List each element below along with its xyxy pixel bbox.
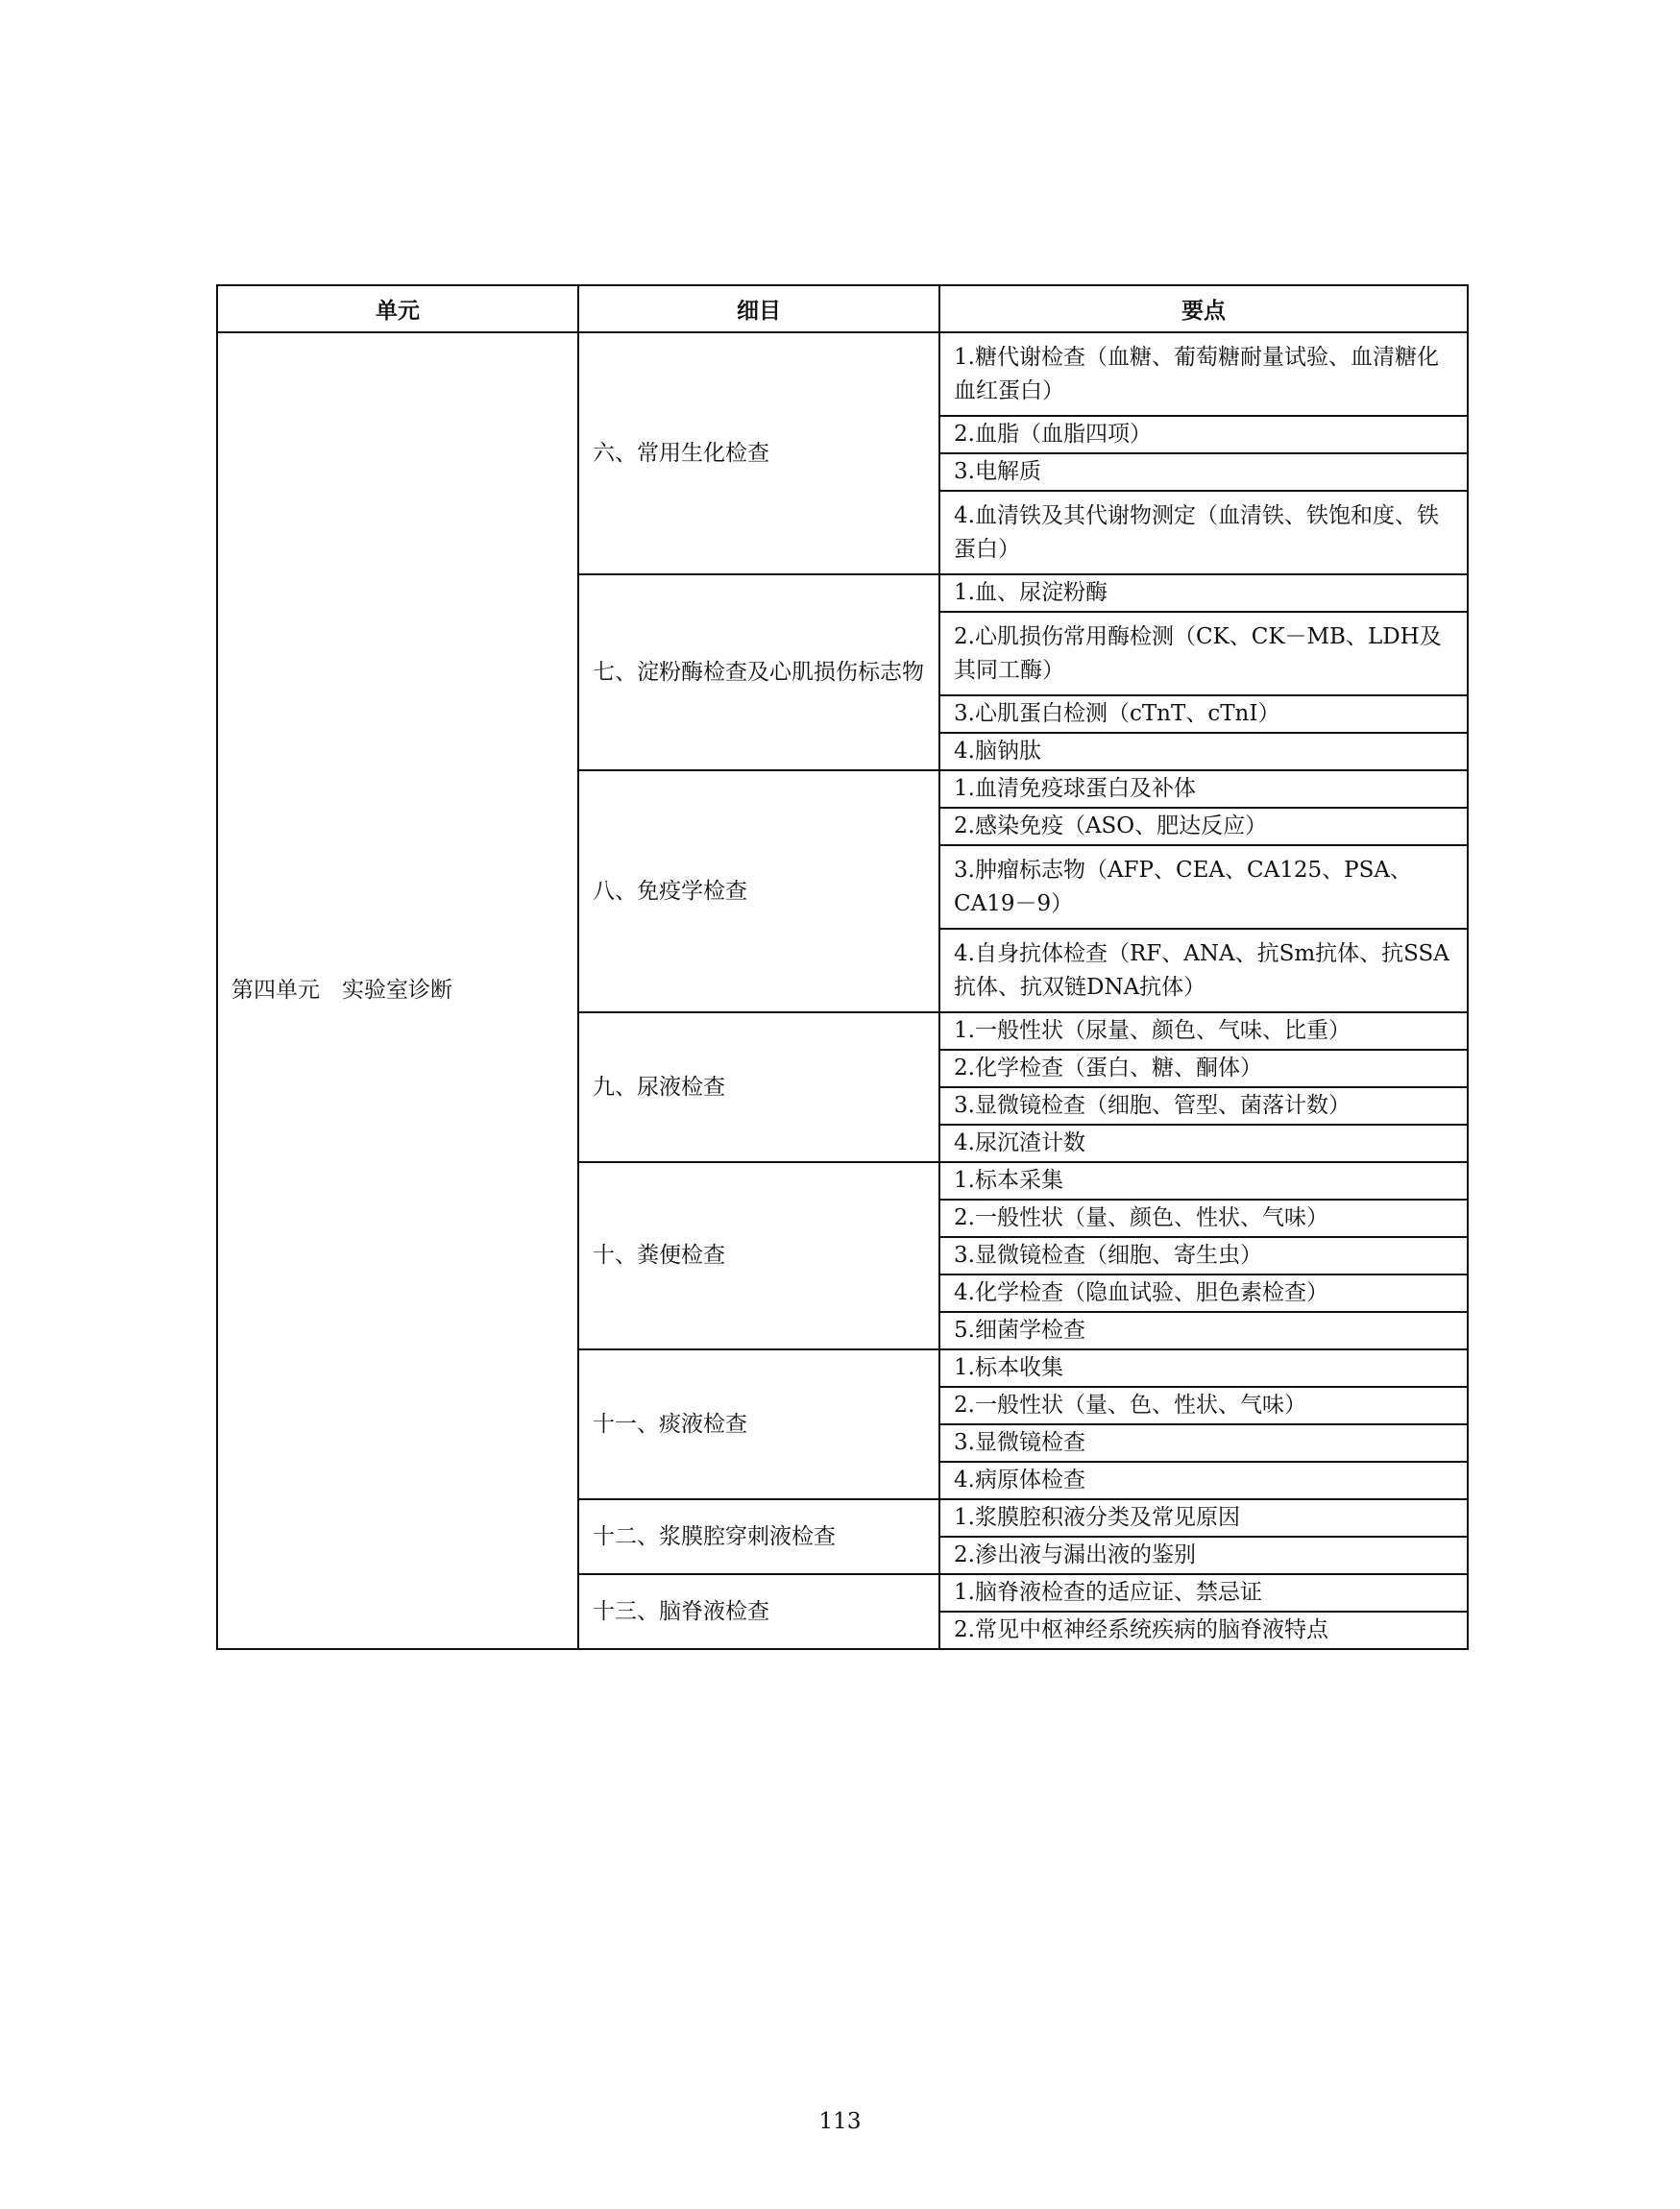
point-cell: 3.电解质 bbox=[939, 453, 1468, 491]
point-cell: 4.化学检查（隐血试验、胆色素检查） bbox=[939, 1274, 1468, 1312]
point-cell: 3.心肌蛋白检测（cTnT、cTnI） bbox=[939, 695, 1468, 733]
header-item: 细目 bbox=[578, 285, 939, 332]
point-cell: 2.血脂（血脂四项） bbox=[939, 416, 1468, 453]
point-cell: 2.感染免疫（ASO、肥达反应） bbox=[939, 808, 1468, 845]
item-cell: 六、常用生化检查 bbox=[578, 332, 939, 574]
point-cell: 1.脑脊液检查的适应证、禁忌证 bbox=[939, 1574, 1468, 1612]
point-cell: 5.细菌学检查 bbox=[939, 1312, 1468, 1349]
point-cell: 4.病原体检查 bbox=[939, 1462, 1468, 1499]
point-cell: 1.标本收集 bbox=[939, 1349, 1468, 1387]
point-cell: 4.尿沉渣计数 bbox=[939, 1125, 1468, 1162]
point-cell: 1.血、尿淀粉酶 bbox=[939, 574, 1468, 612]
point-cell: 1.血清免疫球蛋白及补体 bbox=[939, 770, 1468, 808]
point-cell: 4.血清铁及其代谢物测定（血清铁、铁饱和度、铁蛋白） bbox=[939, 491, 1468, 574]
point-cell: 4.自身抗体检查（RF、ANA、抗Sm抗体、抗SSA抗体、抗双链DNA抗体） bbox=[939, 929, 1468, 1012]
point-cell: 2.常见中枢神经系统疾病的脑脊液特点 bbox=[939, 1612, 1468, 1649]
point-cell: 2.心肌损伤常用酶检测（CK、CK－MB、LDH及其同工酶） bbox=[939, 612, 1468, 695]
item-cell: 十、粪便检查 bbox=[578, 1162, 939, 1349]
table-body bbox=[217, 332, 1468, 1649]
point-cell: 3.显微镜检查（细胞、管型、菌落计数） bbox=[939, 1087, 1468, 1125]
header-unit: 单元 bbox=[217, 285, 578, 332]
point-cell: 2.化学检查（蛋白、糖、酮体） bbox=[939, 1050, 1468, 1087]
table-row bbox=[217, 332, 1468, 416]
point-cell: 3.显微镜检查 bbox=[939, 1424, 1468, 1462]
point-cell: 1.糖代谢检查（血糖、葡萄糖耐量试验、血清糖化血红蛋白） bbox=[939, 332, 1468, 416]
point-cell: 4.脑钠肽 bbox=[939, 733, 1468, 770]
item-cell: 八、免疫学检查 bbox=[578, 770, 939, 1012]
table-header-row bbox=[217, 285, 1468, 332]
item-cell: 九、尿液检查 bbox=[578, 1012, 939, 1162]
exam-outline-table bbox=[216, 284, 1469, 1650]
item-cell: 十二、浆膜腔穿刺液检查 bbox=[578, 1499, 939, 1574]
point-cell: 1.一般性状（尿量、颜色、气味、比重） bbox=[939, 1012, 1468, 1050]
item-cell: 十三、脑脊液检查 bbox=[578, 1574, 939, 1649]
point-cell: 1.浆膜腔积液分类及常见原因 bbox=[939, 1499, 1468, 1537]
point-cell: 1.标本采集 bbox=[939, 1162, 1468, 1200]
unit-cell: 第四单元 实验室诊断 bbox=[217, 332, 578, 1649]
point-cell: 2.一般性状（量、色、性状、气味） bbox=[939, 1387, 1468, 1424]
header-points: 要点 bbox=[939, 285, 1468, 332]
point-cell: 3.显微镜检查（细胞、寄生虫） bbox=[939, 1237, 1468, 1274]
item-cell: 七、淀粉酶检查及心肌损伤标志物 bbox=[578, 574, 939, 770]
point-cell: 3.肿瘤标志物（AFP、CEA、CA125、PSA、CA19－9） bbox=[939, 845, 1468, 929]
point-cell: 2.一般性状（量、颜色、性状、气味） bbox=[939, 1200, 1468, 1237]
point-cell: 2.渗出液与漏出液的鉴别 bbox=[939, 1537, 1468, 1574]
item-cell: 十一、痰液检查 bbox=[578, 1349, 939, 1499]
page-number: 113 bbox=[818, 2109, 862, 2134]
